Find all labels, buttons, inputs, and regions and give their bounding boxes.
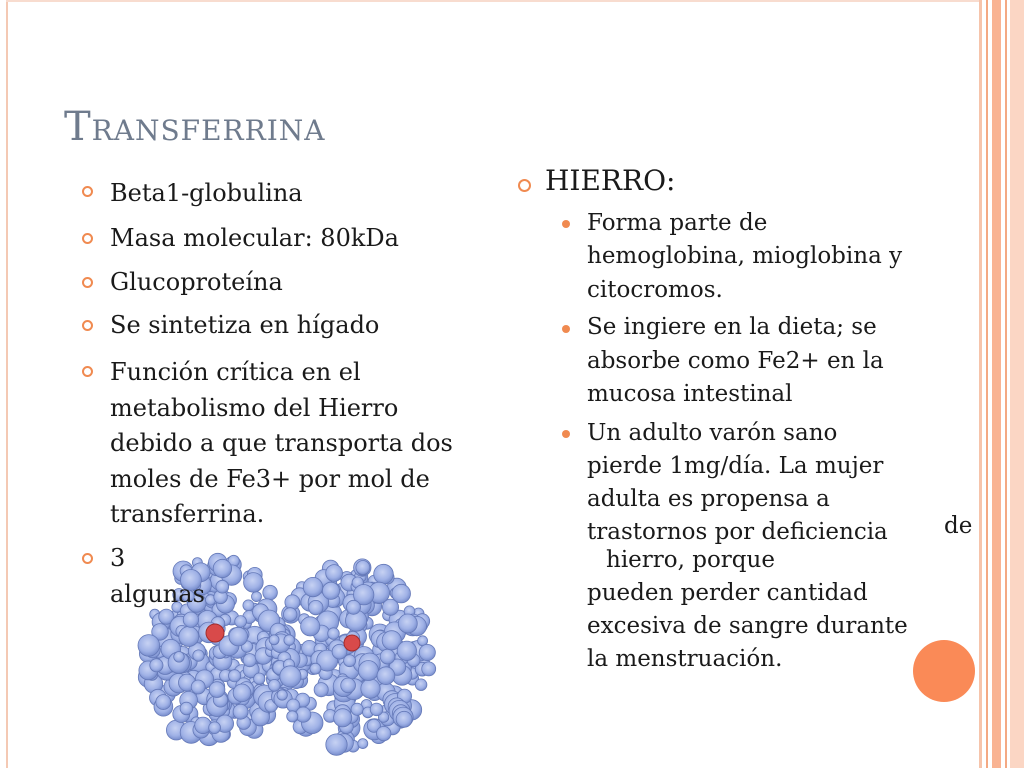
heme-site-left (206, 624, 224, 642)
left-bullet-4: Se sintetiza en hígado (110, 311, 380, 339)
right-bullet-2-line-2: absorbe como Fe2+ en la (587, 348, 884, 374)
left-bullet-5-line-3: debido a que transporta dos (110, 429, 453, 457)
right-bullet-3-line-3: adulta es propensa a (587, 486, 830, 512)
right-bullet-3-line-8: la menstruación. (587, 646, 783, 672)
bullet-icon (82, 233, 93, 244)
right-bullet-3-line-5: hierro, porque (606, 547, 775, 573)
heme-site-right (344, 635, 360, 651)
slide-border-top (6, 0, 981, 2)
left-bullet-3: Glucoproteína (110, 268, 283, 296)
decorative-circle (913, 640, 975, 702)
right-bullet-2-line-3: mucosa intestinal (587, 381, 793, 407)
right-bullet-1-line-3: citocromos. (587, 277, 723, 303)
bullet-icon (82, 277, 93, 288)
bullet-icon (82, 320, 93, 331)
right-bullet-1-line-2: hemoglobina, mioglobina y (587, 243, 903, 269)
left-bullet-5-line-4: moles de Fe3+ por mol de (110, 465, 430, 493)
bullet-icon (518, 179, 531, 192)
right-bullet-3-line-7: excesiva de sangre durante (587, 613, 908, 639)
right-heading: HIERRO: (545, 164, 676, 197)
right-bullet-3-line-1: Un adulto varón sano (587, 420, 838, 446)
bullet-icon (82, 366, 93, 377)
left-bullet-5-line-1: Función crítica en el (110, 358, 361, 386)
bullet-icon (82, 186, 93, 197)
sub-bullet-icon (562, 325, 570, 333)
left-bullet-5-line-2: metabolismo del Hierro (110, 394, 399, 422)
sub-bullet-icon (562, 220, 570, 228)
right-bullet-2-line-1: Se ingiere en la dieta; se (587, 314, 877, 340)
sub-bullet-icon (562, 430, 570, 438)
right-bullet-1-line-1: Forma parte de (587, 210, 768, 236)
slide-border-left (6, 0, 8, 768)
right-bullet-3-line-2: pierde 1mg/día. La mujer (587, 453, 884, 479)
right-bullet-3-line-4: trastornos por deficiencia (587, 519, 888, 545)
left-bullet-5-line-5: transferrina. (110, 500, 265, 528)
decorative-stripes (979, 0, 1024, 768)
slide-title: Transferrina (64, 104, 326, 150)
left-bullet-6-line-1: 3 (110, 544, 126, 572)
right-bullet-3-line-6: pueden perder cantidad (587, 580, 868, 606)
left-bullet-6-line-2: algunas (110, 580, 205, 608)
bullet-icon (82, 553, 93, 564)
left-bullet-2: Masa molecular: 80kDa (110, 224, 399, 252)
right-bullet-3-overflow-word: de (944, 513, 973, 539)
left-bullet-1: Beta1-globulina (110, 179, 303, 207)
